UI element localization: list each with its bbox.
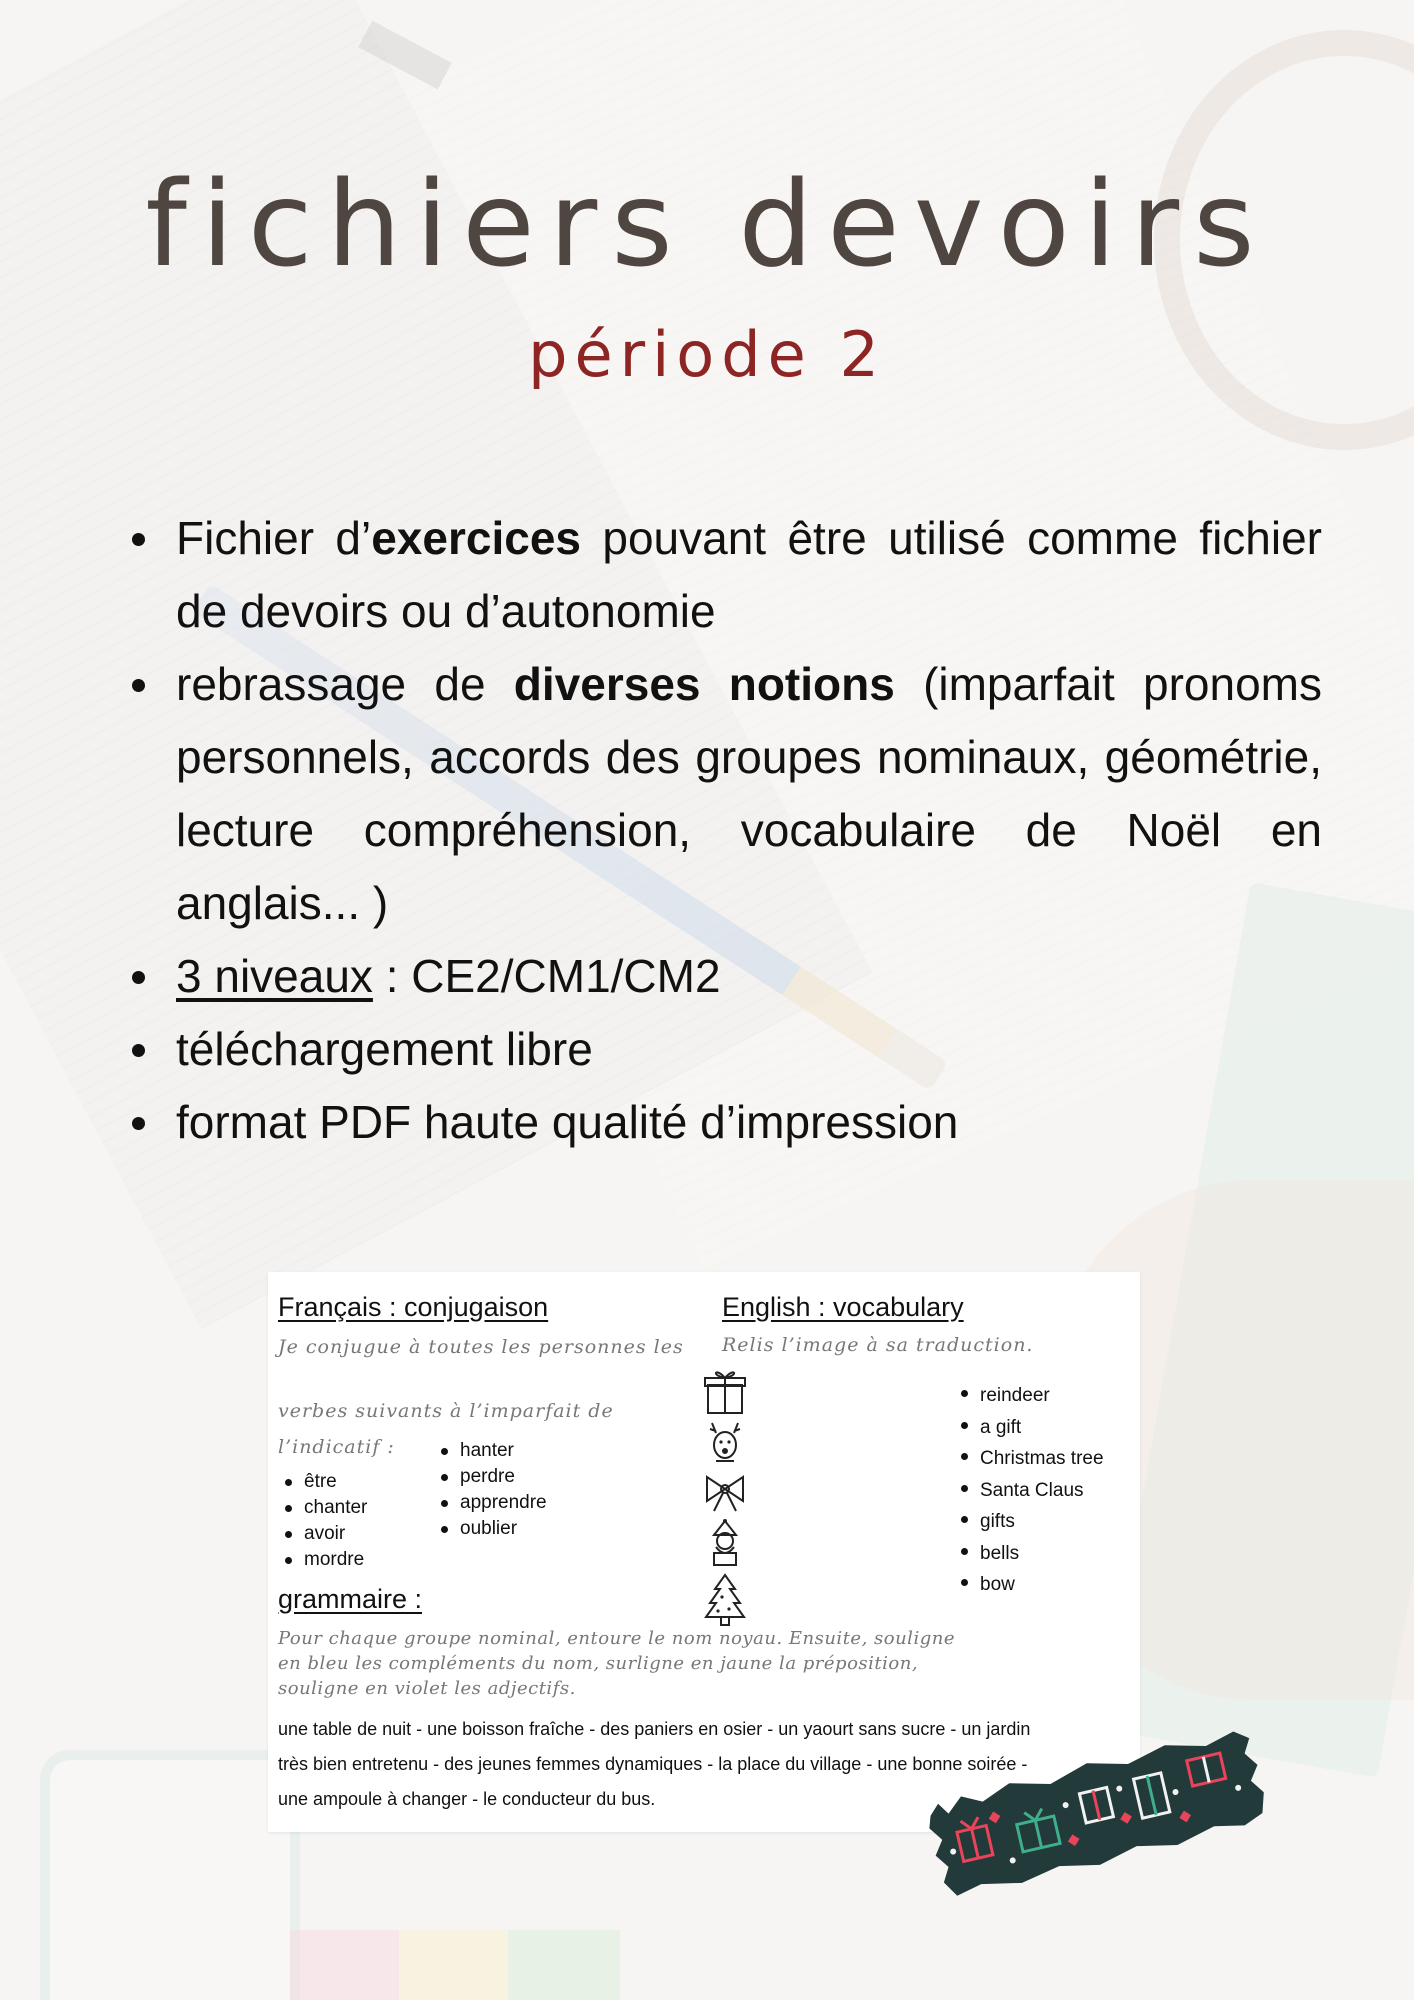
gift-icon — [702, 1367, 748, 1415]
santa-icon — [702, 1519, 748, 1567]
list-item: téléchargement libre — [132, 1013, 1322, 1086]
christmas-tree-icon — [702, 1571, 748, 1627]
grammar-heading: grammaire : — [278, 1584, 423, 1614]
text: Fichier d’ — [176, 512, 372, 564]
grammar-instruction: Pour chaque groupe nominal, entoure le nom noyau. Ensuite, souligne — [278, 1628, 955, 1649]
grammar-instruction: souligne en violet les adjectifs. — [278, 1678, 576, 1699]
reindeer-icon — [702, 1419, 748, 1467]
exercise-line: une ampoule à changer - le conducteur du bus. — [278, 1789, 656, 1809]
list-item: bow — [958, 1569, 1104, 1601]
bold-text: exercices — [371, 512, 581, 564]
verb-list — [282, 1469, 367, 1573]
text: (imparfait pronoms personnels, accords des groupes nominaux, géométrie, lecture compréhension, vocabulaire de Noël en anglais... ) — [176, 658, 1322, 929]
bold-text: diverses notions — [513, 658, 895, 710]
list-item: bells — [958, 1538, 1104, 1570]
list-item — [132, 940, 1322, 1013]
list-item: perdre — [438, 1464, 547, 1490]
list-item: a gift — [958, 1412, 1104, 1444]
conjugation-heading: Français : conjugaison — [278, 1292, 549, 1322]
conjugation-instruction: Je conjugue à toutes les personnes les — [278, 1336, 684, 1358]
english-instruction: Relis l’image à sa traduction. — [722, 1334, 1034, 1356]
underlined-text: 3 niveaux — [176, 950, 373, 1002]
list-item: Christmas tree — [958, 1443, 1104, 1475]
conjugation-instruction: verbes suivants à l’imparfait de — [278, 1400, 614, 1422]
text: : CE2/CM1/CM2 — [372, 950, 721, 1002]
conjugation-instruction: l’indicatif : — [278, 1436, 395, 1458]
list-item: Santa Claus — [958, 1475, 1104, 1507]
text: pouvant être utilisé comme fichier de devoirs ou d’autonomie — [176, 512, 1322, 637]
english-heading: English : vocabulary — [722, 1292, 964, 1322]
page-title: fichiers devoirs — [145, 155, 1269, 293]
list-item: gifts — [958, 1506, 1104, 1538]
list-item: mordre — [282, 1547, 367, 1573]
list-item: chanter — [282, 1495, 367, 1521]
exercise-line: une table de nuit - une boisson fraîche - des paniers en osier - un yaourt sans sucre - un jardin — [278, 1719, 1031, 1739]
list-item — [132, 648, 1322, 940]
list-item: apprendre — [438, 1490, 547, 1516]
list-item: être — [282, 1469, 367, 1495]
list-item: hanter — [438, 1438, 547, 1464]
bow-icon — [702, 1471, 748, 1515]
verb-list — [438, 1438, 547, 1542]
text: rebrassage de — [176, 658, 514, 710]
worksheet-preview — [268, 1272, 1140, 1832]
grammar-instruction: en bleu les compléments du nom, surligne en jaune la préposition, — [278, 1653, 919, 1674]
christmas-icons — [702, 1367, 758, 1631]
list-item: oublier — [438, 1516, 547, 1542]
list-item: avoir — [282, 1521, 367, 1547]
page-subtitle: période 2 — [528, 318, 886, 391]
english-word-list — [958, 1380, 1104, 1601]
list-item — [132, 502, 1322, 648]
exercise-line: très bien entretenu - des jeunes femmes dynamiques - la place du village - une bonne soirée - — [278, 1754, 1028, 1774]
list-item: format PDF haute qualité d’impression — [132, 1086, 1322, 1159]
list-item: reindeer — [958, 1380, 1104, 1412]
feature-list — [132, 502, 1322, 1159]
